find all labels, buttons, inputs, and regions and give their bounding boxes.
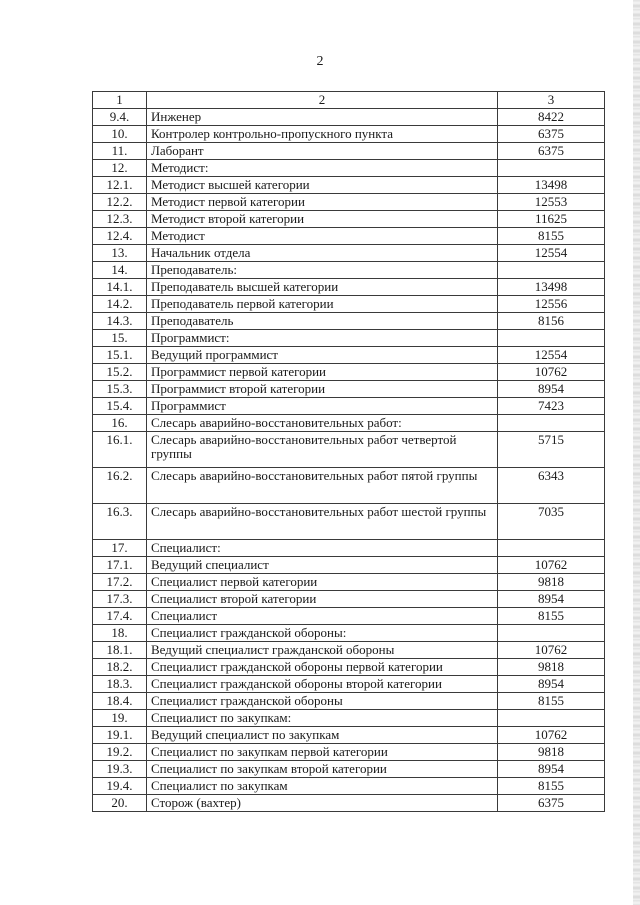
row-position: Преподаватель первой категории	[147, 295, 498, 312]
table-row	[93, 176, 605, 193]
row-salary: 8155	[498, 777, 605, 794]
row-position: Методист:	[147, 159, 498, 176]
row-salary: 12556	[498, 295, 605, 312]
row-number: 17.1.	[93, 556, 147, 573]
row-position: Методист первой категории	[147, 193, 498, 210]
row-position: Слесарь аварийно-восстановительных работ четвертой группы	[147, 431, 498, 467]
scan-edge	[633, 0, 640, 905]
table-row	[93, 726, 605, 743]
row-position: Специалист гражданской обороны	[147, 692, 498, 709]
table-row	[93, 431, 605, 467]
row-number: 18.2.	[93, 658, 147, 675]
row-position: Преподаватель высшей категории	[147, 278, 498, 295]
table-row	[93, 142, 605, 159]
row-position: Сторож (вахтер)	[147, 794, 498, 811]
row-position: Преподаватель:	[147, 261, 498, 278]
row-salary: 6375	[498, 125, 605, 142]
table-row	[93, 503, 605, 539]
table-row	[93, 125, 605, 142]
row-salary	[498, 709, 605, 726]
row-number: 18.1.	[93, 641, 147, 658]
row-number: 15.	[93, 329, 147, 346]
table-row	[93, 244, 605, 261]
row-position: Методист	[147, 227, 498, 244]
table-row	[93, 414, 605, 431]
table-row	[93, 380, 605, 397]
row-salary: 8155	[498, 692, 605, 709]
row-position: Программист:	[147, 329, 498, 346]
row-number: 16.3.	[93, 503, 147, 539]
row-salary: 12554	[498, 244, 605, 261]
row-position: Специалист гражданской обороны первой категории	[147, 658, 498, 675]
row-salary: 5715	[498, 431, 605, 467]
row-number: 12.1.	[93, 176, 147, 193]
table-body	[93, 92, 605, 812]
row-number: 17.4.	[93, 607, 147, 624]
row-position: Контролер контрольно-пропускного пункта	[147, 125, 498, 142]
row-salary: 9818	[498, 743, 605, 760]
row-number: 15.1.	[93, 346, 147, 363]
table-row	[93, 312, 605, 329]
table-row	[93, 108, 605, 125]
row-salary	[498, 329, 605, 346]
row-position: Ведущий специалист гражданской обороны	[147, 641, 498, 658]
row-number: 16.1.	[93, 431, 147, 467]
table-row	[93, 641, 605, 658]
row-salary: 9818	[498, 573, 605, 590]
row-position: Методист второй категории	[147, 210, 498, 227]
table-row	[93, 675, 605, 692]
row-position: Программист	[147, 397, 498, 414]
row-position: Преподаватель	[147, 312, 498, 329]
table-row	[93, 295, 605, 312]
table-row	[93, 346, 605, 363]
row-position: Ведущий специалист по закупкам	[147, 726, 498, 743]
row-salary: 9818	[498, 658, 605, 675]
table-row	[93, 397, 605, 414]
row-number: 20.	[93, 794, 147, 811]
row-salary: 11625	[498, 210, 605, 227]
row-salary: 8155	[498, 227, 605, 244]
table-row	[93, 278, 605, 295]
row-number: 12.2.	[93, 193, 147, 210]
table-row	[93, 556, 605, 573]
row-position: Слесарь аварийно-восстановительных работ пятой группы	[147, 467, 498, 503]
salary-table	[92, 91, 605, 812]
header-col-3: 3	[498, 92, 605, 109]
row-salary: 13498	[498, 176, 605, 193]
row-position: Специалист:	[147, 539, 498, 556]
row-number: 12.3.	[93, 210, 147, 227]
row-salary: 6375	[498, 794, 605, 811]
row-position: Специалист гражданской обороны второй категории	[147, 675, 498, 692]
row-number: 19.3.	[93, 760, 147, 777]
table-header-row	[93, 92, 605, 109]
row-position: Специалист по закупкам второй категории	[147, 760, 498, 777]
row-salary	[498, 261, 605, 278]
row-salary	[498, 539, 605, 556]
row-salary: 10762	[498, 726, 605, 743]
row-number: 16.2.	[93, 467, 147, 503]
row-position: Специалист по закупкам:	[147, 709, 498, 726]
row-salary: 10762	[498, 556, 605, 573]
table-row	[93, 760, 605, 777]
table-row	[93, 607, 605, 624]
row-salary: 10762	[498, 641, 605, 658]
row-position: Специалист гражданской обороны:	[147, 624, 498, 641]
row-salary: 13498	[498, 278, 605, 295]
row-number: 14.	[93, 261, 147, 278]
table-row	[93, 658, 605, 675]
row-position: Специалист	[147, 607, 498, 624]
table-row	[93, 159, 605, 176]
row-number: 15.4.	[93, 397, 147, 414]
row-number: 15.3.	[93, 380, 147, 397]
row-number: 18.3.	[93, 675, 147, 692]
row-number: 15.2.	[93, 363, 147, 380]
header-col-1: 1	[93, 92, 147, 109]
row-salary: 8156	[498, 312, 605, 329]
row-salary: 6375	[498, 142, 605, 159]
table-row	[93, 709, 605, 726]
row-salary: 6343	[498, 467, 605, 503]
row-salary: 7423	[498, 397, 605, 414]
table-row	[93, 363, 605, 380]
table-row	[93, 539, 605, 556]
row-salary	[498, 414, 605, 431]
row-number: 19.4.	[93, 777, 147, 794]
row-number: 12.4.	[93, 227, 147, 244]
row-number: 9.4.	[93, 108, 147, 125]
page-number: 2	[316, 54, 324, 69]
row-position: Специалист по закупкам	[147, 777, 498, 794]
row-position: Ведущий специалист	[147, 556, 498, 573]
row-position: Слесарь аварийно-восстановительных работ:	[147, 414, 498, 431]
row-position: Специалист по закупкам первой категории	[147, 743, 498, 760]
row-position: Специалист первой категории	[147, 573, 498, 590]
row-position: Специалист второй категории	[147, 590, 498, 607]
table-row	[93, 329, 605, 346]
table-row	[93, 624, 605, 641]
row-position: Лаборант	[147, 142, 498, 159]
row-number: 14.1.	[93, 278, 147, 295]
row-position: Программист второй категории	[147, 380, 498, 397]
header-col-2: 2	[147, 92, 498, 109]
row-number: 17.2.	[93, 573, 147, 590]
row-salary: 10762	[498, 363, 605, 380]
row-number: 12.	[93, 159, 147, 176]
row-number: 17.	[93, 539, 147, 556]
row-number: 16.	[93, 414, 147, 431]
table-row	[93, 210, 605, 227]
row-position: Инженер	[147, 108, 498, 125]
row-salary: 8422	[498, 108, 605, 125]
row-position: Методист высшей категории	[147, 176, 498, 193]
row-salary	[498, 624, 605, 641]
row-salary: 12553	[498, 193, 605, 210]
table-row	[93, 573, 605, 590]
row-number: 17.3.	[93, 590, 147, 607]
row-number: 19.2.	[93, 743, 147, 760]
row-salary: 8954	[498, 675, 605, 692]
row-salary	[498, 159, 605, 176]
row-number: 11.	[93, 142, 147, 159]
row-number: 14.3.	[93, 312, 147, 329]
row-number: 14.2.	[93, 295, 147, 312]
row-salary: 8954	[498, 380, 605, 397]
row-number: 10.	[93, 125, 147, 142]
row-salary: 12554	[498, 346, 605, 363]
row-salary: 8954	[498, 590, 605, 607]
table-row	[93, 777, 605, 794]
table-row	[93, 261, 605, 278]
table-row	[93, 794, 605, 811]
row-number: 13.	[93, 244, 147, 261]
row-salary: 8954	[498, 760, 605, 777]
row-salary: 8155	[498, 607, 605, 624]
row-position: Программист первой категории	[147, 363, 498, 380]
table-row	[93, 590, 605, 607]
row-salary: 7035	[498, 503, 605, 539]
row-number: 19.	[93, 709, 147, 726]
table-row	[93, 467, 605, 503]
table-row	[93, 227, 605, 244]
row-number: 18.4.	[93, 692, 147, 709]
row-number: 18.	[93, 624, 147, 641]
row-position: Ведущий программист	[147, 346, 498, 363]
table-row	[93, 193, 605, 210]
row-number: 19.1.	[93, 726, 147, 743]
table-row	[93, 743, 605, 760]
row-position: Начальник отдела	[147, 244, 498, 261]
row-position: Слесарь аварийно-восстановительных работ шестой группы	[147, 503, 498, 539]
table-row	[93, 692, 605, 709]
